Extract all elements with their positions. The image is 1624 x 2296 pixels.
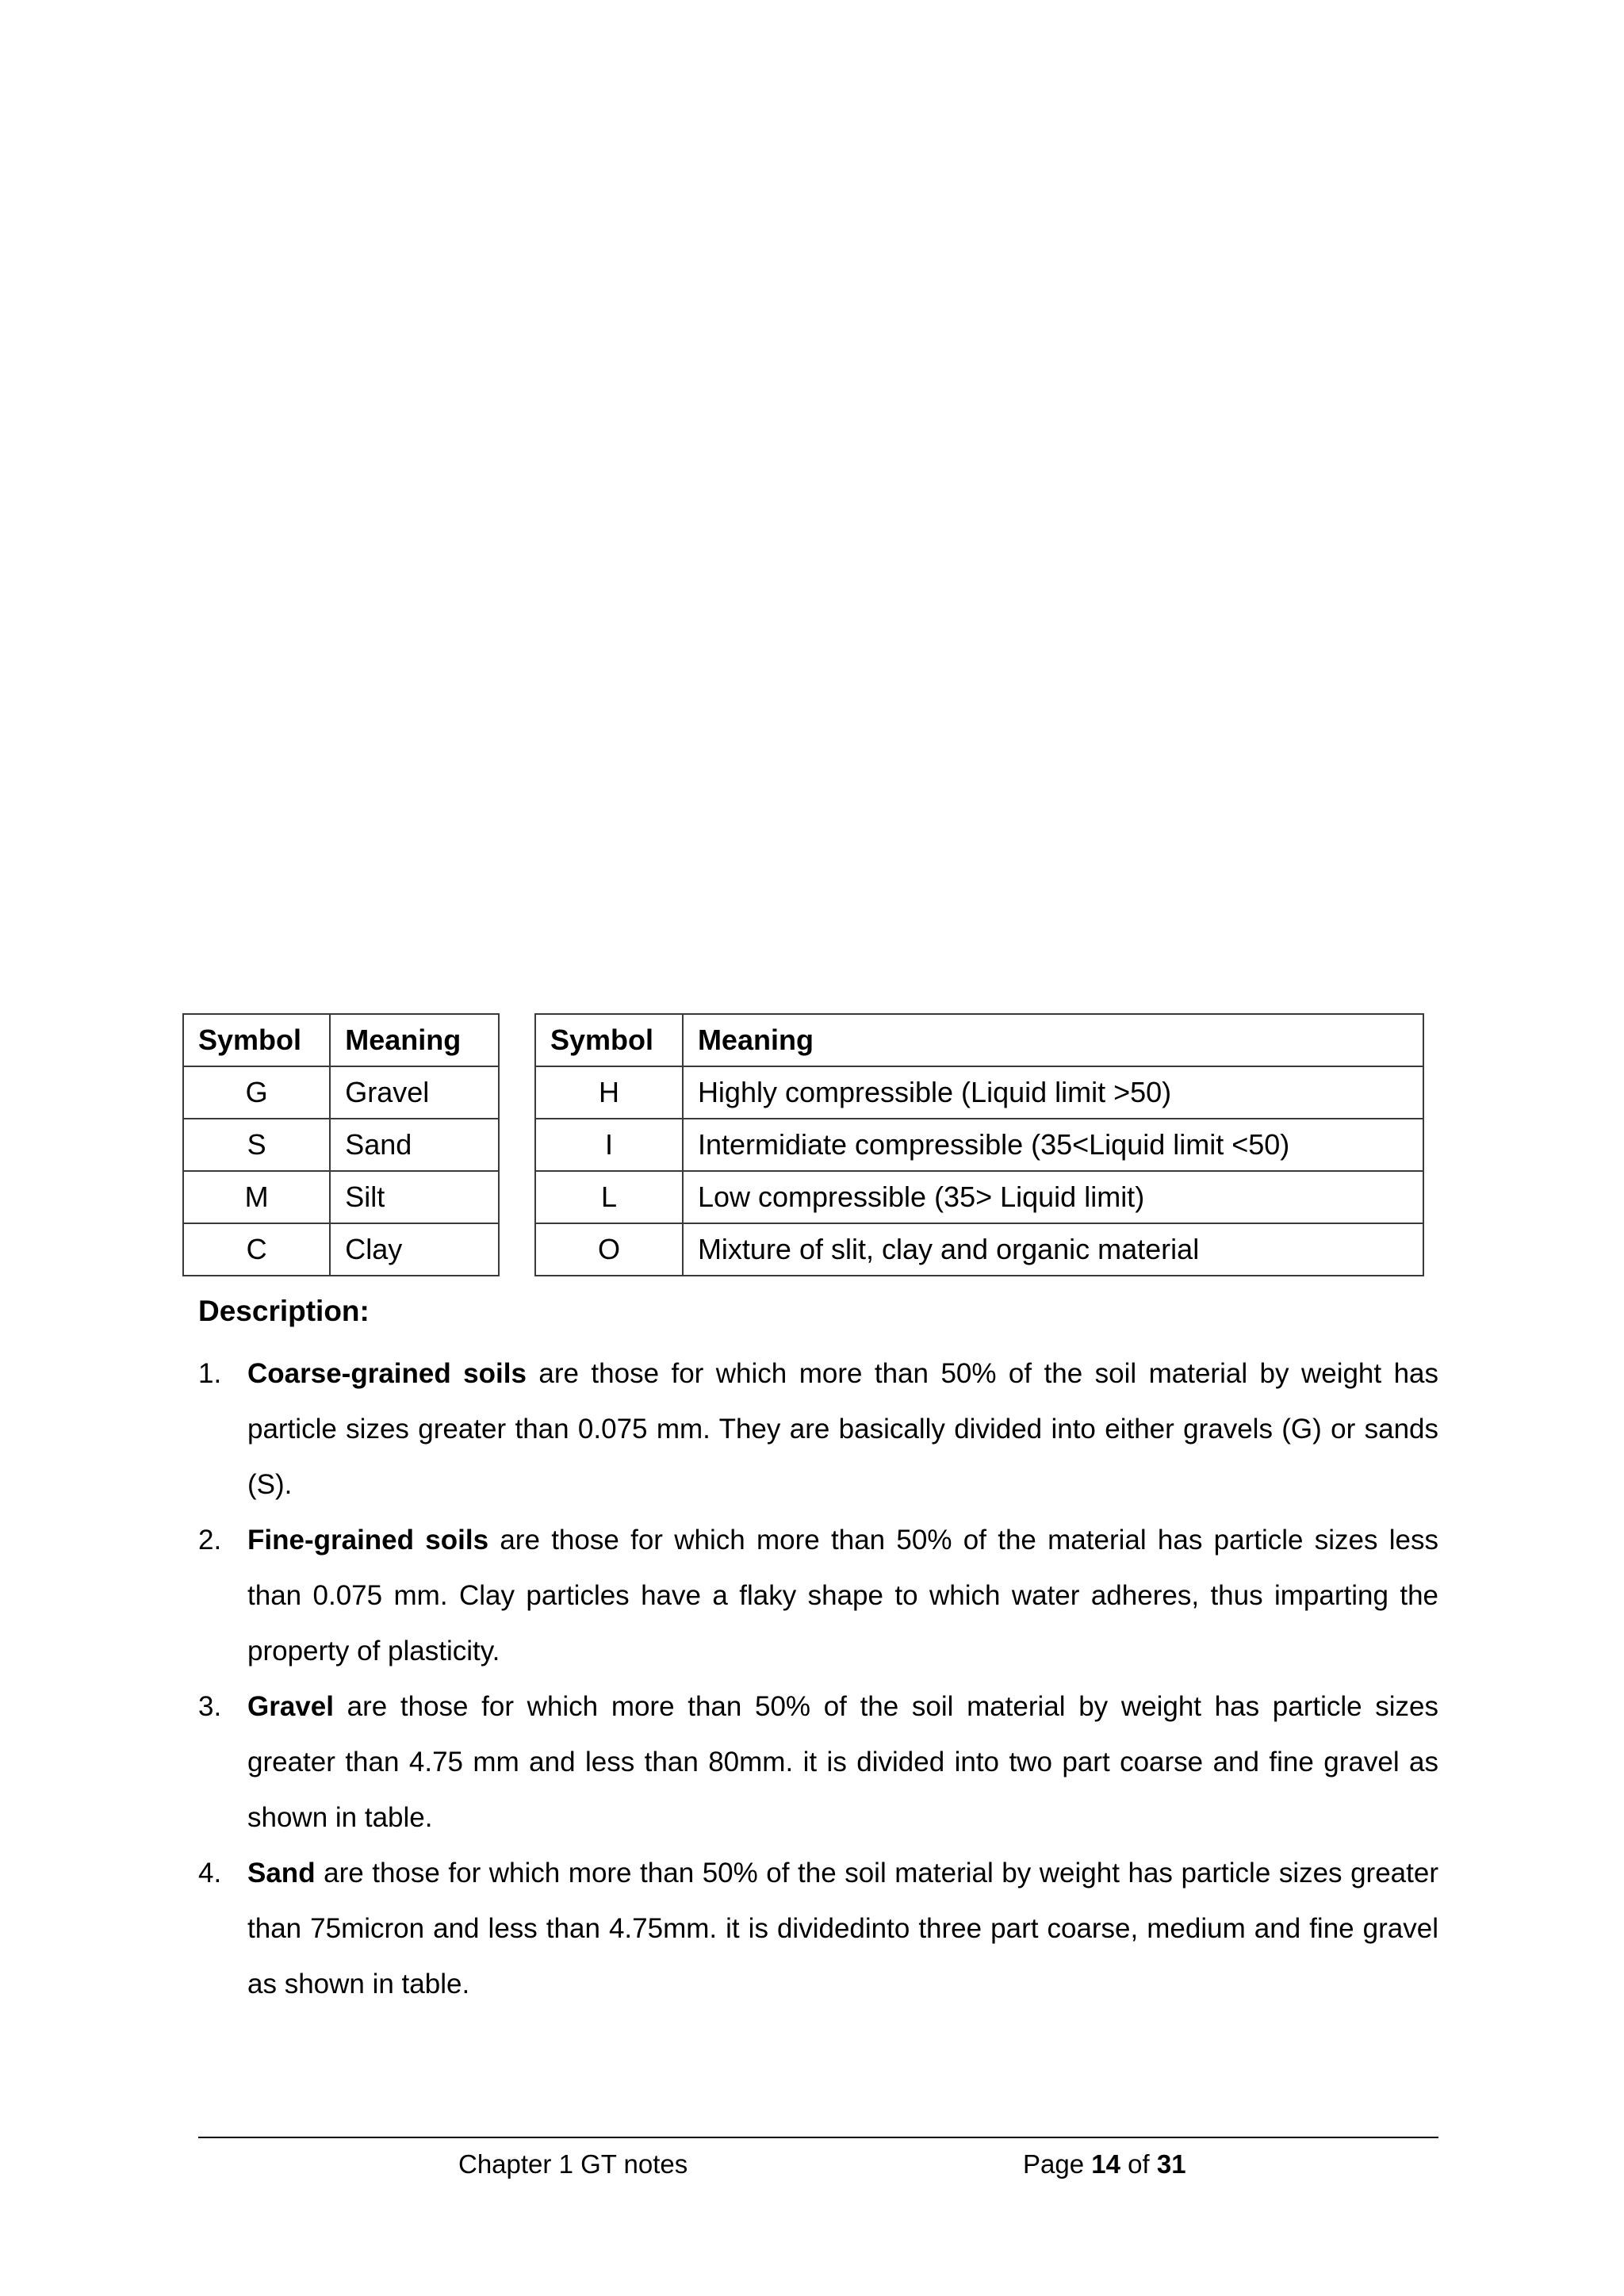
footer-divider (198, 2137, 1438, 2138)
table-row (183, 1066, 499, 1119)
table-row (183, 1223, 499, 1276)
meaning-cell: Low compressible (35> Liquid limit) (683, 1171, 1423, 1223)
table-row (183, 1119, 499, 1171)
of-label: of (1128, 2149, 1150, 2179)
list-item-term: Fine-grained soils (247, 1525, 489, 1556)
column-header-symbol: Symbol (535, 1014, 683, 1066)
meaning-cell: Silt (330, 1171, 499, 1223)
list-item-number: 2. (198, 1525, 222, 1556)
compressibility-symbol-table (534, 1013, 1424, 1276)
footer-page-number (1023, 2147, 1186, 2182)
meaning-cell: Highly compressible (Liquid limit >50) (683, 1066, 1423, 1119)
table-row (535, 1223, 1423, 1276)
soil-type-symbol-table (182, 1013, 500, 1276)
symbol-cell: L (535, 1171, 683, 1223)
list-item-term: Coarse-grained soils (247, 1358, 527, 1389)
column-header-meaning: Meaning (683, 1014, 1423, 1066)
meaning-cell: Clay (330, 1223, 499, 1276)
symbol-cell: I (535, 1119, 683, 1171)
symbol-cell: C (183, 1223, 330, 1276)
meaning-cell: Intermidiate compressible (35<Liquid limit <50) (683, 1119, 1423, 1171)
list-item-term: Gravel (247, 1691, 334, 1722)
list-item (198, 1346, 1438, 1513)
table-header-row (535, 1014, 1423, 1066)
description-heading: Description: (198, 1295, 370, 1327)
table-row (183, 1171, 499, 1223)
meaning-cell: Sand (330, 1119, 499, 1171)
list-item-text: are those for which more than 50% of the soil material by weight has particle sizes greater than 75micron and less than 4.75mm. it is dividedinto three part coarse, medium and fine gravel as shown in table. (247, 1858, 1438, 1999)
page-label: Page (1023, 2149, 1085, 2179)
meaning-cell: Mixture of slit, clay and organic material (683, 1223, 1423, 1276)
list-item (198, 1846, 1438, 2012)
list-item (198, 1679, 1438, 1846)
meaning-cell: Gravel (330, 1066, 499, 1119)
table-row (535, 1171, 1423, 1223)
list-item-text: are those for which more than 50% of the material has particle sizes less than 0.075 mm. Clay particles have a flaky shape to which water adheres, thus imparting the property of plasticity. (247, 1525, 1439, 1667)
list-item (198, 1513, 1438, 1679)
list-item-text: are those for which more than 50% of the soil material by weight has particle sizes greater than 4.75 mm and less than 80mm. it is divided into two part coarse and fine gravel as shown in table. (247, 1691, 1438, 1833)
column-header-symbol: Symbol (183, 1014, 330, 1066)
page-total: 31 (1156, 2149, 1186, 2179)
list-item-number: 1. (198, 1358, 222, 1389)
page-current: 14 (1091, 2149, 1120, 2179)
table-header-row (183, 1014, 499, 1066)
footer-document-title: Chapter 1 GT notes (458, 2149, 688, 2179)
symbol-cell: S (183, 1119, 330, 1171)
list-item-number: 3. (198, 1691, 222, 1722)
table-row (535, 1119, 1423, 1171)
table-row (535, 1066, 1423, 1119)
list-item-text: are those for which more than 50% of the soil material by weight has particle sizes greater than 0.075 mm. They are basically divided into either gravels (G) or sands (S). (247, 1358, 1438, 1500)
list-item-term: Sand (247, 1858, 316, 1888)
symbol-cell: H (535, 1066, 683, 1119)
list-item-number: 4. (198, 1858, 222, 1888)
symbol-cell: O (535, 1223, 683, 1276)
symbol-cell: G (183, 1066, 330, 1119)
description-list (198, 1346, 1438, 2012)
column-header-meaning: Meaning (330, 1014, 499, 1066)
symbol-cell: M (183, 1171, 330, 1223)
